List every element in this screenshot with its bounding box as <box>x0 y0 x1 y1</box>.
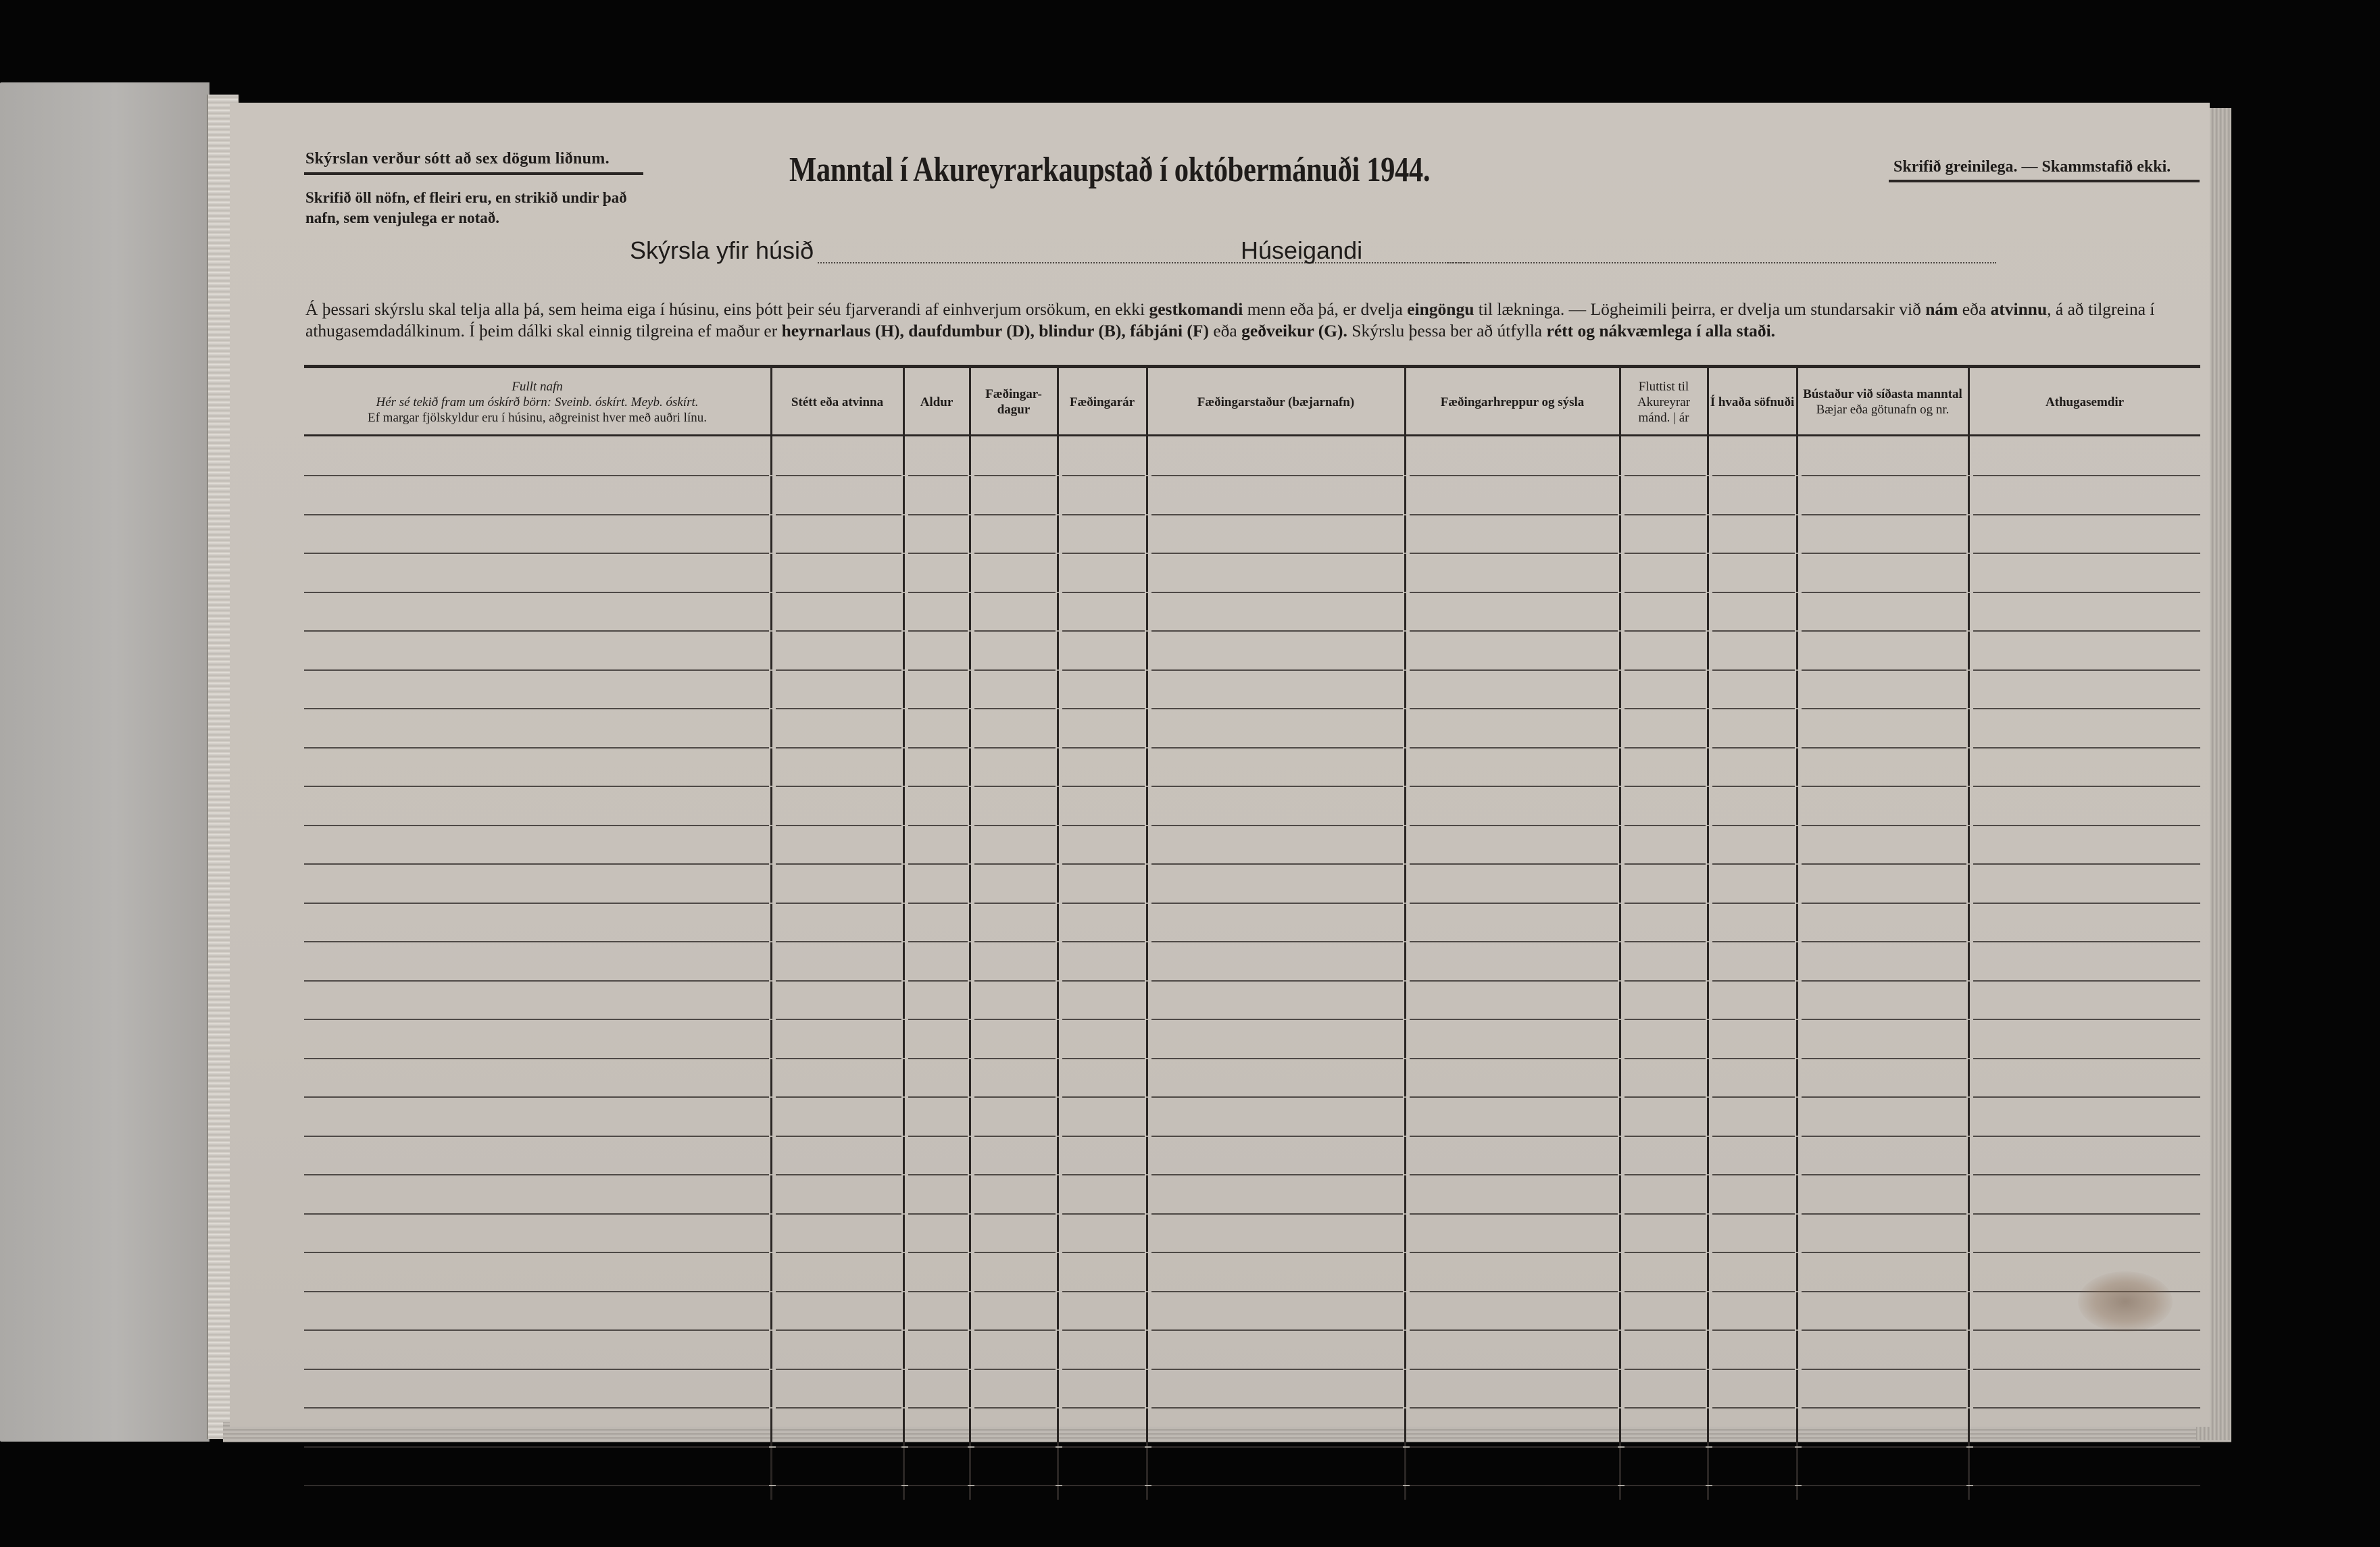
header-full-name: Fullt nafn Hér sé tekið fram um óskírð börn: Sveinb. óskírt. Meyb. óskírt. Ef margar fjölskyldur eru í húsinu, aðgreinist hver með auðri línu. <box>368 379 707 425</box>
table-row-line <box>304 1329 2200 1331</box>
table-row-line <box>304 1019 2200 1020</box>
table-row-line <box>304 514 2200 515</box>
header-birth-year: Fæðingarár <box>1069 395 1135 409</box>
header-previous-residence: Bústaður við síðasta manntal Bæjar eða götunafn og nr. <box>1803 387 1962 417</box>
table-row-line <box>304 553 2200 554</box>
house-fill-line[interactable] <box>818 262 1468 263</box>
table-row-line <box>304 1446 2200 1448</box>
header-remarks: Athugasemdir <box>2045 395 2125 409</box>
table-row-line <box>304 1096 2200 1098</box>
table-row-line <box>304 1252 2200 1253</box>
write-clearly-note: Skrifið greinilega. — Skammstafið ekki. <box>1893 158 2171 176</box>
table-row-line <box>304 941 2200 942</box>
header-birthplace: Fæðingarstaður (bæjarnafn) <box>1197 395 1355 409</box>
table-row-line <box>304 825 2200 826</box>
paper-stain <box>2078 1271 2173 1332</box>
table-row-line <box>304 475 2200 476</box>
table-row-line <box>304 980 2200 982</box>
deadline-note-underline <box>304 172 643 175</box>
table-row-line <box>304 708 2200 709</box>
owner-fill-line[interactable] <box>1445 262 1996 263</box>
census-form-page <box>230 103 2210 1427</box>
names-note: Skrifið öll nöfn, ef fleiri eru, en strikið undir það nafn, sem venjulega er notað. <box>305 189 627 226</box>
table-row-line <box>304 630 2200 632</box>
house-label: Skýrsla yfir húsið <box>630 236 814 264</box>
table-row-line <box>304 903 2200 904</box>
table-row-line <box>304 1213 2200 1215</box>
header-congregation: Í hvaða söfnuði <box>1710 395 1795 409</box>
table-top-rule <box>304 365 2200 368</box>
deadline-note: Skýrslan verður sótt að sex dögum liðnum. <box>305 150 610 168</box>
table-row-line <box>304 747 2200 749</box>
header-birth-day: Fæðingar-dagur <box>985 387 1042 417</box>
table-header-rule <box>304 434 2200 436</box>
instructions-paragraph: Á þessari skýrslu skal telja alla þá, sem heima eiga í húsinu, eins þótt þeir séu fjarverandi af einhverjum orsökum, en ekki gestkomandi menn eða þá, er dvelja eingöngu til lækninga. — Lögheimili þeirra, er dvelja um stundarsakir við nám eða atvinnu, á að tilgreina í athugasemdadálkinum. Í þeim dálki skal einnig tilgreina ef maður er heyrnarlaus (H), daufdumbur (D), blindur (B), fábjáni (F) eða geðveikur (G). Skýrslu þessa ber að útfylla rétt og nákvæmlega í alla staði. <box>305 299 2155 340</box>
table-row-line <box>304 1485 2200 1486</box>
table-row-line <box>304 863 2200 865</box>
form-title: Manntal í Akureyrarkaupstað í októbermánuði 1944. <box>789 151 1431 189</box>
table-row-line <box>304 1058 2200 1059</box>
census-table <box>304 365 2200 1493</box>
header-moved-to: Fluttist til Akureyrar mánd. | ár <box>1637 379 1691 425</box>
table-row-line <box>304 1407 2200 1409</box>
header-occupation: Stétt eða atvinna <box>791 395 884 409</box>
left-page <box>0 82 209 1442</box>
header-parish-county: Fæðingarhreppur og sýsla <box>1440 395 1585 409</box>
table-row-line <box>304 1369 2200 1370</box>
table-row-line <box>304 1136 2200 1137</box>
table-row-line <box>304 592 2200 593</box>
table-row-line <box>304 669 2200 671</box>
write-clearly-underline <box>1889 180 2200 182</box>
header-age: Aldur <box>920 395 953 409</box>
table-row-line <box>304 1291 2200 1292</box>
table-row-line <box>304 786 2200 787</box>
owner-label: Húseigandi <box>1241 236 1363 264</box>
table-row-line <box>304 1174 2200 1175</box>
